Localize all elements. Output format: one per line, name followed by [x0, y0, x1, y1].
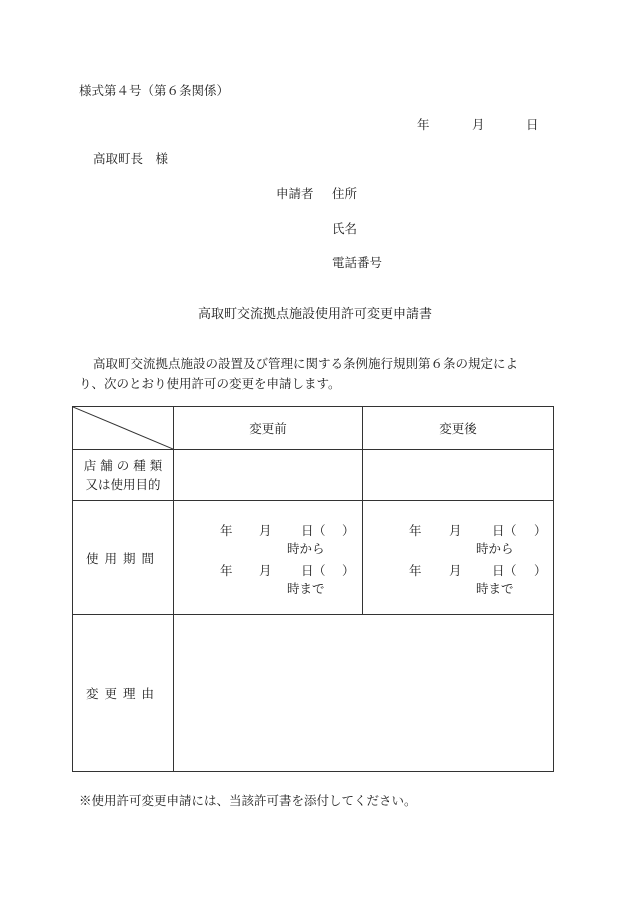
- period-after-from-suffix: 時から: [476, 541, 514, 556]
- period-before-to-day: 日: [301, 563, 314, 578]
- form-number: 様式第４号（第６条関係）: [79, 83, 230, 98]
- footnote: ※使用許可変更申請には、当該許可書を添付してください。: [79, 793, 417, 808]
- label-reason: 変更理由: [73, 615, 174, 772]
- period-after-from-paren-open: （: [504, 523, 517, 538]
- diagonal-corner-cell: [73, 407, 174, 450]
- period-before-to-paren-close: ）: [342, 563, 355, 578]
- period-before-to-year: 年: [220, 563, 233, 578]
- shop-before-cell[interactable]: [174, 450, 363, 501]
- applicant-name-label: 氏名: [332, 221, 358, 236]
- period-before-to-paren-open: （: [313, 563, 326, 578]
- period-before-from-year: 年: [220, 523, 233, 538]
- period-after-to-year: 年: [409, 563, 422, 578]
- reason-cell[interactable]: [174, 615, 554, 772]
- table-row-reason: [73, 615, 554, 772]
- label-period: 使用期間: [73, 501, 174, 615]
- period-before-cell[interactable]: [174, 501, 363, 615]
- body-paragraph: [79, 354, 551, 394]
- period-after-from-paren-close: ）: [534, 523, 547, 538]
- change-table: [72, 406, 554, 772]
- table-header-row: [73, 407, 554, 450]
- period-before-to-suffix: 時まで: [287, 581, 325, 596]
- body-line-2: り、次のとおり使用許可の変更を申請します。: [79, 376, 341, 391]
- period-after-to-paren-close: ）: [534, 563, 547, 578]
- label-shop-type: [73, 450, 174, 501]
- period-before-from-paren-open: （: [313, 523, 326, 538]
- period-after-to-suffix: 時まで: [476, 581, 514, 596]
- period-before-from-suffix: 時から: [287, 541, 325, 556]
- date-year: 年: [417, 117, 430, 132]
- period-before-from-day: 日: [301, 523, 314, 538]
- diagonal-line: [73, 407, 173, 449]
- period-after-from-day: 日: [492, 523, 505, 538]
- applicant-address-label: 住所: [332, 186, 358, 201]
- table-row-period: [73, 501, 554, 615]
- header-before: 変更前: [174, 407, 363, 450]
- period-before-from-paren-close: ）: [342, 523, 355, 538]
- period-after-from-year: 年: [409, 523, 422, 538]
- period-after-to-month: 月: [449, 563, 462, 578]
- table-row-shop: [73, 450, 554, 501]
- period-after-from-month: 月: [449, 523, 462, 538]
- shop-after-cell[interactable]: [363, 450, 554, 501]
- addressee: 高取町長 様: [93, 151, 169, 166]
- period-after-cell[interactable]: [363, 501, 554, 615]
- period-before-to-month: 月: [259, 563, 272, 578]
- label-shop-line-1: 店 舗 の 種 類: [83, 458, 163, 473]
- period-before-from-month: 月: [259, 523, 272, 538]
- label-shop-line-2: 又は使用目的: [85, 477, 161, 492]
- period-after-to-paren-open: （: [504, 563, 517, 578]
- document-title: 高取町交流拠点施設使用許可変更申請書: [197, 307, 432, 322]
- date-day: 日: [526, 117, 539, 132]
- body-line-1: 高取町交流拠点施設の設置及び管理に関する条例施行規則第６条の規定によ: [93, 356, 519, 371]
- date-month: 月: [472, 117, 485, 132]
- applicant-label: 申請者: [276, 186, 314, 201]
- applicant-phone-label: 電話番号: [332, 255, 383, 270]
- period-after-to-day: 日: [492, 563, 505, 578]
- header-after: 変更後: [363, 407, 554, 450]
